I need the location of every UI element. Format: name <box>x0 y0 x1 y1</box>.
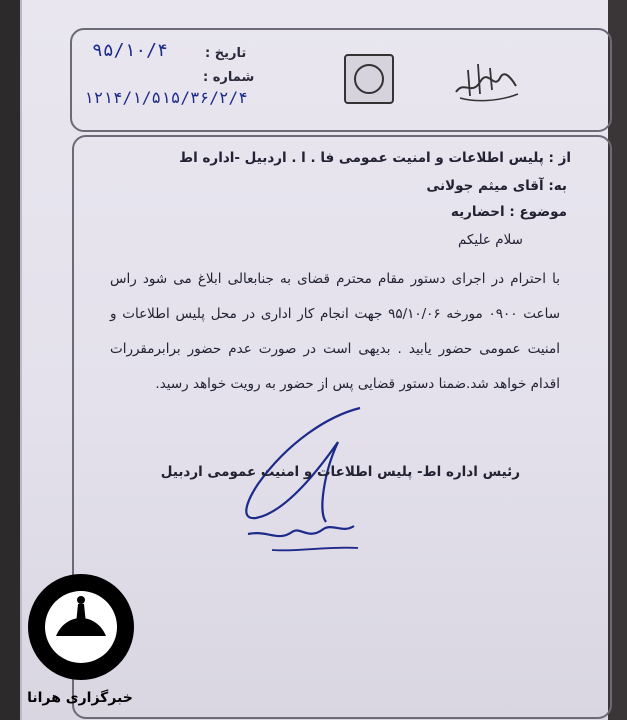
calligraphy-seal-icon <box>450 56 524 104</box>
signature-title: رئیس اداره اط- پلیس اطلاعات و امنیت عمومی اردبیل <box>160 464 520 480</box>
number-value: ۱۲۱۴/۱/۵۱۵/۳۶/۲/۴ <box>84 88 248 107</box>
letter-body: با احترام در اجرای دستور مقام محترم قضای به جنابعالی ابلاغ می شود راس ساعت ۰۹۰۰ مورخه ۹۵/۱۰/۰۶ جهت انجام کار اداری در محل پلیس اطلاعات و امنیت عمومی حضور یابید . بدیهی است در صورت عدم حضور برابرمقررات اقدام خواهد شد.ضمنا دستور قضایی پس از حضور به رویت خواهد رسید. <box>110 271 560 392</box>
letter-subject: موضوع : احضاریه <box>450 204 567 220</box>
letter-greeting: سلام علیکم <box>457 232 523 248</box>
handwritten-signature <box>228 402 398 562</box>
date-label: تاریخ : <box>205 46 247 61</box>
hrai-logo-icon <box>26 572 136 682</box>
letter-to: به: آقای میثم جولانی <box>426 178 567 194</box>
number-label: شماره : <box>203 70 255 85</box>
letter-from: از : پلیس اطلاعات و امنیت عمومی فا . ا . اردبیل -اداره اط <box>179 150 571 166</box>
date-value: ۹۵/۱۰/۴ <box>92 40 168 61</box>
police-emblem-icon <box>344 54 394 104</box>
agency-caption: خبرگزاری هرانا <box>27 690 133 706</box>
